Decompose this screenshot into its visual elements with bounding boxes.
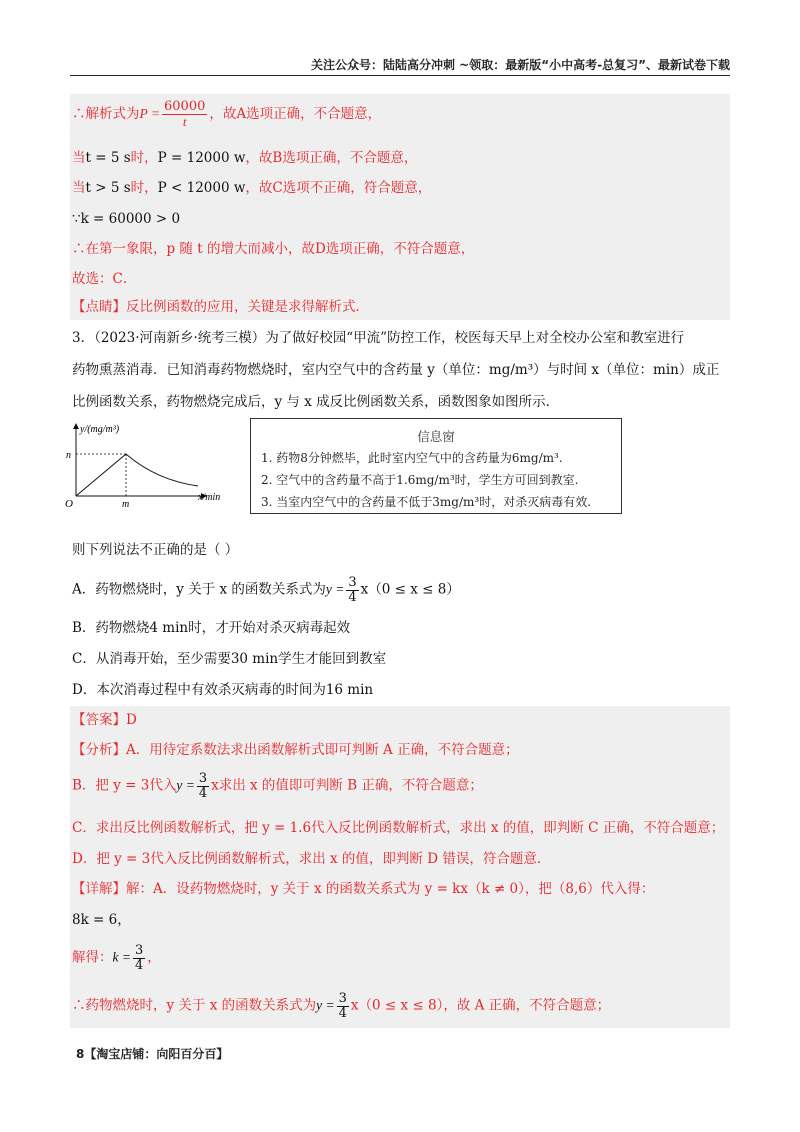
question-line-2: 药物熏蒸消毒．已知消毒药物燃烧时，室内空气中的含药量 y（单位：mg/m³）与时间 x（单位：min）成正 [72,362,720,378]
page-header [70,56,730,76]
solution-line-6: 故选：C． [72,271,137,287]
fraction-numerator: 3 [198,771,208,786]
line-text: x求出 x 的值即可判断 B 正确，不符合题意； [211,777,483,794]
detail-line-4 [72,992,610,1020]
line-text: 时， [130,180,158,196]
info-window [250,418,622,514]
info-item: 2. 空气中的含药量不高于1.6mg/m³时，学生方可回到教室. [261,473,579,487]
info-item: 1. 药物8分钟燃毕，此时室内空气中的含药量为6mg/m³. [261,451,563,465]
line-text: ∴解析式为 [72,106,140,123]
answer-line: 【答案】D [72,712,137,728]
line-text: x（0 ≤ x ≤ 8），故 A 正确，不符合题意； [350,997,611,1014]
line-text: 当 [72,180,86,196]
fraction [162,100,207,129]
y-axis-label: y/(mg/m³) [80,424,120,435]
formula-lhs: y = [325,581,345,597]
analysis-line-2 [72,772,483,800]
fraction-numerator: 3 [348,575,357,590]
function-graph [58,418,238,518]
detail-line-2: 8k = 6， [72,912,131,928]
fraction-numerator: 3 [134,943,144,958]
solution-line-4: ∵k = 60000 > 0 [72,211,181,227]
solution-line-2 [72,150,417,168]
solution-line-5: ∴在第一象限，p 随 t 的增大而减小，故D选项正确，不符合题意， [72,241,475,257]
fraction-numerator: 60000 [164,99,206,114]
x-axis-label: x/min [198,492,221,503]
formula-lhs: y = [176,777,195,793]
solution-line-1 [72,100,381,129]
fraction-denominator: 4 [198,785,208,801]
fraction [133,944,145,972]
line-text: ，故B选项正确，不合题意， [245,150,418,166]
fraction [197,772,209,800]
info-item: 3. 当室内空气中的含药量不低于3mg/m³时，对杀灭病毒有效. [261,495,592,509]
m-label: m [122,499,130,510]
analysis-line-1: 【分析】A．用待定系数法求出函数解析式即可判断 A 正确，不符合题意； [72,742,519,758]
option-c: C．从消毒开始，至少需要30 min学生才能回到教室 [72,651,387,667]
analysis-line-3: C．求出反比例函数解析式，把 y = 1.6代入反比例函数解析式，求出 x 的值，即判断 C 正确，不符合题意； [72,820,725,836]
solution-line-7: 【点睛】反比例函数的应用，关键是求得解析式． [72,299,369,315]
question-line-3: 比例函数关系，药物燃烧完成后，y 与 x 成反比例函数关系，函数图象如图所示． [72,394,560,410]
math-inline: t = 5 s [85,150,131,166]
option-a [72,576,460,604]
math-inline: P = 12000 w [157,150,246,166]
line-text: A．药物燃烧时，y 关于 x 的函数关系式为 [72,581,326,598]
detail-line-3 [72,944,161,972]
detail-line-1: 【详解】解：A．设药物燃烧时，y 关于 x 的函数关系式为 y = kx（k ≠ 0），把（8,6）代入得： [72,881,655,897]
option-b: B．药物燃烧4 min时，才开始对杀灭病毒起效 [72,620,351,636]
fraction [337,992,349,1020]
line-text: x（0 ≤ x ≤ 8） [360,581,460,598]
linear-segment [76,454,126,496]
origin-label: O [65,498,73,510]
header-text: 关注公众号：陆陆高分冲刺 ~领取：最新版“小中高考-总复习”、最新试卷下载 [311,58,730,72]
formula-lhs: P = [139,106,160,122]
fraction-denominator: t [182,113,187,129]
fraction-denominator: 4 [338,1005,347,1021]
fraction [346,576,358,604]
formula-lhs: y = [316,997,335,1013]
line-text: B．把 y = 3代入 [72,777,177,794]
option-d: D．本次消毒过程中有效杀灭病毒的时间为16 min [72,682,374,698]
question-stem: 则下列说法不正确的是（ ） [72,542,239,558]
line-text: ，故A选项正确，不合题意， [209,106,382,123]
solution-line-3 [72,180,431,198]
fraction-denominator: 4 [134,957,144,973]
line-text: ∴药物燃烧时，y 关于 x 的函数关系式为 [72,997,317,1014]
question-line-1: 3．（2023·河南新乡·统考三模）为了做好校园“甲流”防控工作，校医每天早上对全校办公室和教室进行 [72,330,685,346]
line-text: 时， [130,150,158,166]
n-label: n [66,450,71,461]
line-text: ，故C选项不正确，符合题意， [245,180,432,196]
formula-lhs: k = [112,949,131,965]
line-text: 解得： [72,949,113,966]
analysis-line-4: D．把 y = 3代入反比例函数解析式，求出 x 的值，即判断 D 错误，符合题意． [72,851,551,867]
fraction-denominator: 4 [348,589,357,605]
graph-svg [58,418,238,518]
inverse-curve [126,454,198,486]
math-inline: P < 12000 w [157,180,246,196]
line-text: ， [147,949,161,966]
fraction-numerator: 3 [338,991,347,1006]
line-text: 当 [72,150,86,166]
math-inline: t > 5 s [85,180,131,196]
info-title: 信息窗 [417,429,455,444]
page-footer: 8【淘宝店铺：向阳百分百】 [76,1047,229,1061]
